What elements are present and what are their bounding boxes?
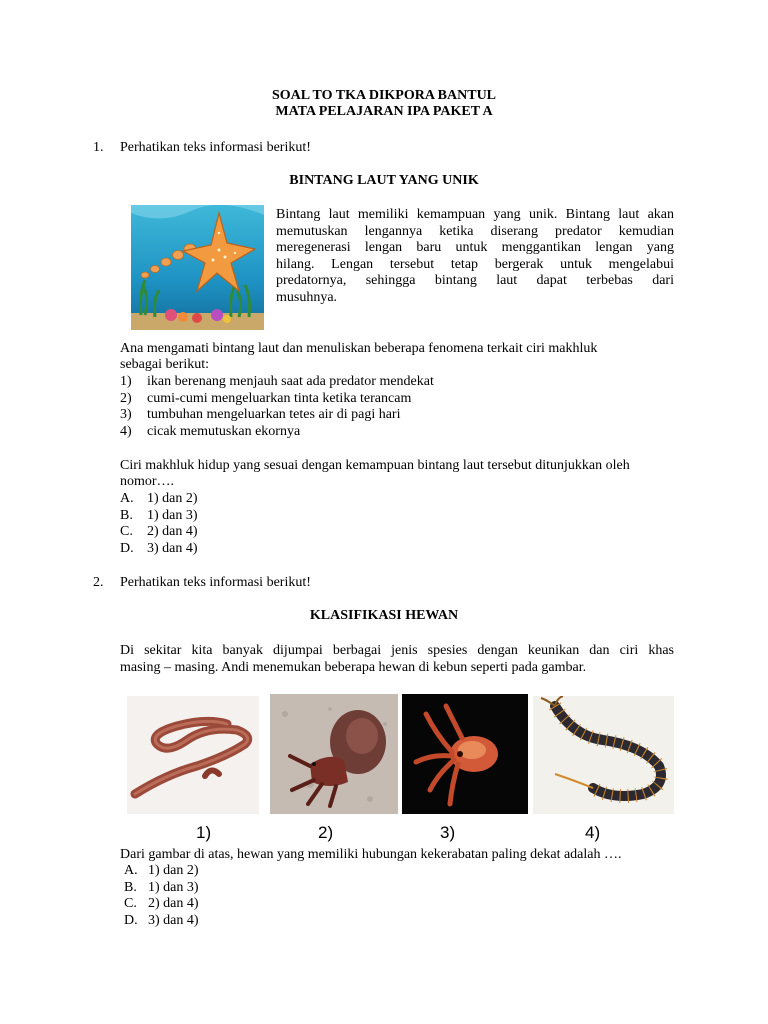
squid-image xyxy=(402,694,528,814)
q2-paragraph-line: Di sekitar kita banyak dijumpai berbagai jenis spesies dengan keunikan dan ciri khas xyxy=(120,643,674,658)
q1-question-line-1: Ciri makhluk hidup yang sesuai dengan kemampuan bintang laut tersebut ditunjukkan oleh xyxy=(120,458,630,473)
option-letter: D. xyxy=(124,912,138,928)
q2-paragraph-line: masing – masing. Andi menemukan beberapa hewan di kebun seperti pada gambar. xyxy=(120,659,587,675)
doc-title-line-1: SOAL TO TKA DIKPORA BANTUL xyxy=(271,88,497,103)
list-item xyxy=(120,424,434,441)
answer-option-c[interactable] xyxy=(120,524,198,541)
q1-observation-line-1: Ana mengamati bintang laut dan menuliskan beberapa fenomena terkait ciri makhluk xyxy=(120,341,598,356)
centipede-image xyxy=(533,696,674,814)
q1-intro: Perhatikan teks informasi berikut! xyxy=(120,140,311,155)
q1-paragraph-line: predatornya, sehingga bintang laut dapat terbebas dari xyxy=(276,273,674,288)
q1-paragraph-line: Bintang laut memiliki kemampuan yang unik. Bintang laut akan xyxy=(276,207,674,222)
option-letter: C. xyxy=(124,896,137,911)
option-text: 3) dan 4) xyxy=(148,912,199,928)
option-letter: B. xyxy=(124,879,137,895)
option-letter: B. xyxy=(120,507,133,523)
list-item-text: cumi-cumi mengeluarkan tinta ketika terancam xyxy=(147,390,412,406)
list-item-number: 2) xyxy=(120,390,132,406)
list-item-number: 4) xyxy=(120,423,132,439)
image-label-2: 2) xyxy=(318,823,334,842)
doc-title-line-2: MATA PELAJARAN IPA PAKET A xyxy=(275,104,493,119)
option-text: 1) dan 2) xyxy=(147,491,198,506)
q1-paragraph xyxy=(276,207,674,306)
answer-option-a[interactable] xyxy=(120,491,198,508)
option-text: 1) dan 2) xyxy=(148,863,199,878)
answer-option-c[interactable] xyxy=(124,896,199,913)
option-text: 1) dan 3) xyxy=(148,879,199,895)
option-letter: D. xyxy=(120,540,134,556)
list-item xyxy=(120,391,434,408)
option-letter: A. xyxy=(120,491,134,506)
option-text: 2) dan 4) xyxy=(147,524,198,539)
list-item-number: 1) xyxy=(120,374,132,389)
answer-option-b[interactable] xyxy=(124,880,199,897)
answer-option-a[interactable] xyxy=(124,863,199,880)
option-text: 2) dan 4) xyxy=(148,896,199,911)
q1-paragraph-line: musuhnya. xyxy=(276,289,338,305)
image-label-1: 1) xyxy=(196,823,212,842)
q2-intro: Perhatikan teks informasi berikut! xyxy=(120,575,311,590)
list-item xyxy=(120,407,434,424)
image-label-4: 4) xyxy=(585,823,601,842)
option-text: 3) dan 4) xyxy=(147,540,198,556)
starfish-illustration xyxy=(131,205,264,330)
q2-number: 2. xyxy=(93,575,104,590)
answer-option-b[interactable] xyxy=(120,508,198,525)
q1-section-title: BINTANG LAUT YANG UNIK xyxy=(289,173,479,188)
q1-paragraph-line: hilang. Lengan tersebut tetap bergerak untuk mengelabui xyxy=(276,256,674,272)
q1-answer-options xyxy=(120,491,198,557)
q2-section-title: KLASIFIKASI HEWAN xyxy=(309,608,459,623)
q1-paragraph-line: meregenerasi lengan baru untuk menggantikan lengan yang xyxy=(276,240,674,255)
hermit-crab-image xyxy=(270,694,398,814)
option-letter: C. xyxy=(120,524,133,539)
list-item-text: cicak memutuskan ekornya xyxy=(147,423,301,439)
answer-option-d[interactable] xyxy=(124,913,199,930)
option-text: 1) dan 3) xyxy=(147,507,198,523)
q1-phenomena-list xyxy=(120,374,434,440)
earthworm-image xyxy=(127,696,259,814)
list-item-text: tumbuhan mengeluarkan tetes air di pagi hari xyxy=(147,407,401,422)
image-label-3: 3) xyxy=(440,823,456,842)
q1-question-line-2: nomor…. xyxy=(120,474,175,489)
q1-paragraph-line: memutuskan lengannya ketika diserang predator kemudian xyxy=(276,223,674,239)
q2-answer-options xyxy=(124,863,199,929)
answer-option-d[interactable] xyxy=(120,541,198,558)
option-letter: A. xyxy=(124,863,138,878)
list-item-text: ikan berenang menjauh saat ada predator mendekat xyxy=(147,374,434,389)
q2-question: Dari gambar di atas, hewan yang memiliki hubungan kekerabatan paling dekat adalah …. xyxy=(120,847,622,862)
q2-paragraph xyxy=(120,643,674,676)
list-item-number: 3) xyxy=(120,407,132,422)
q1-number: 1. xyxy=(93,140,104,155)
list-item xyxy=(120,374,434,391)
q1-observation-line-2: sebagai berikut: xyxy=(120,357,210,372)
